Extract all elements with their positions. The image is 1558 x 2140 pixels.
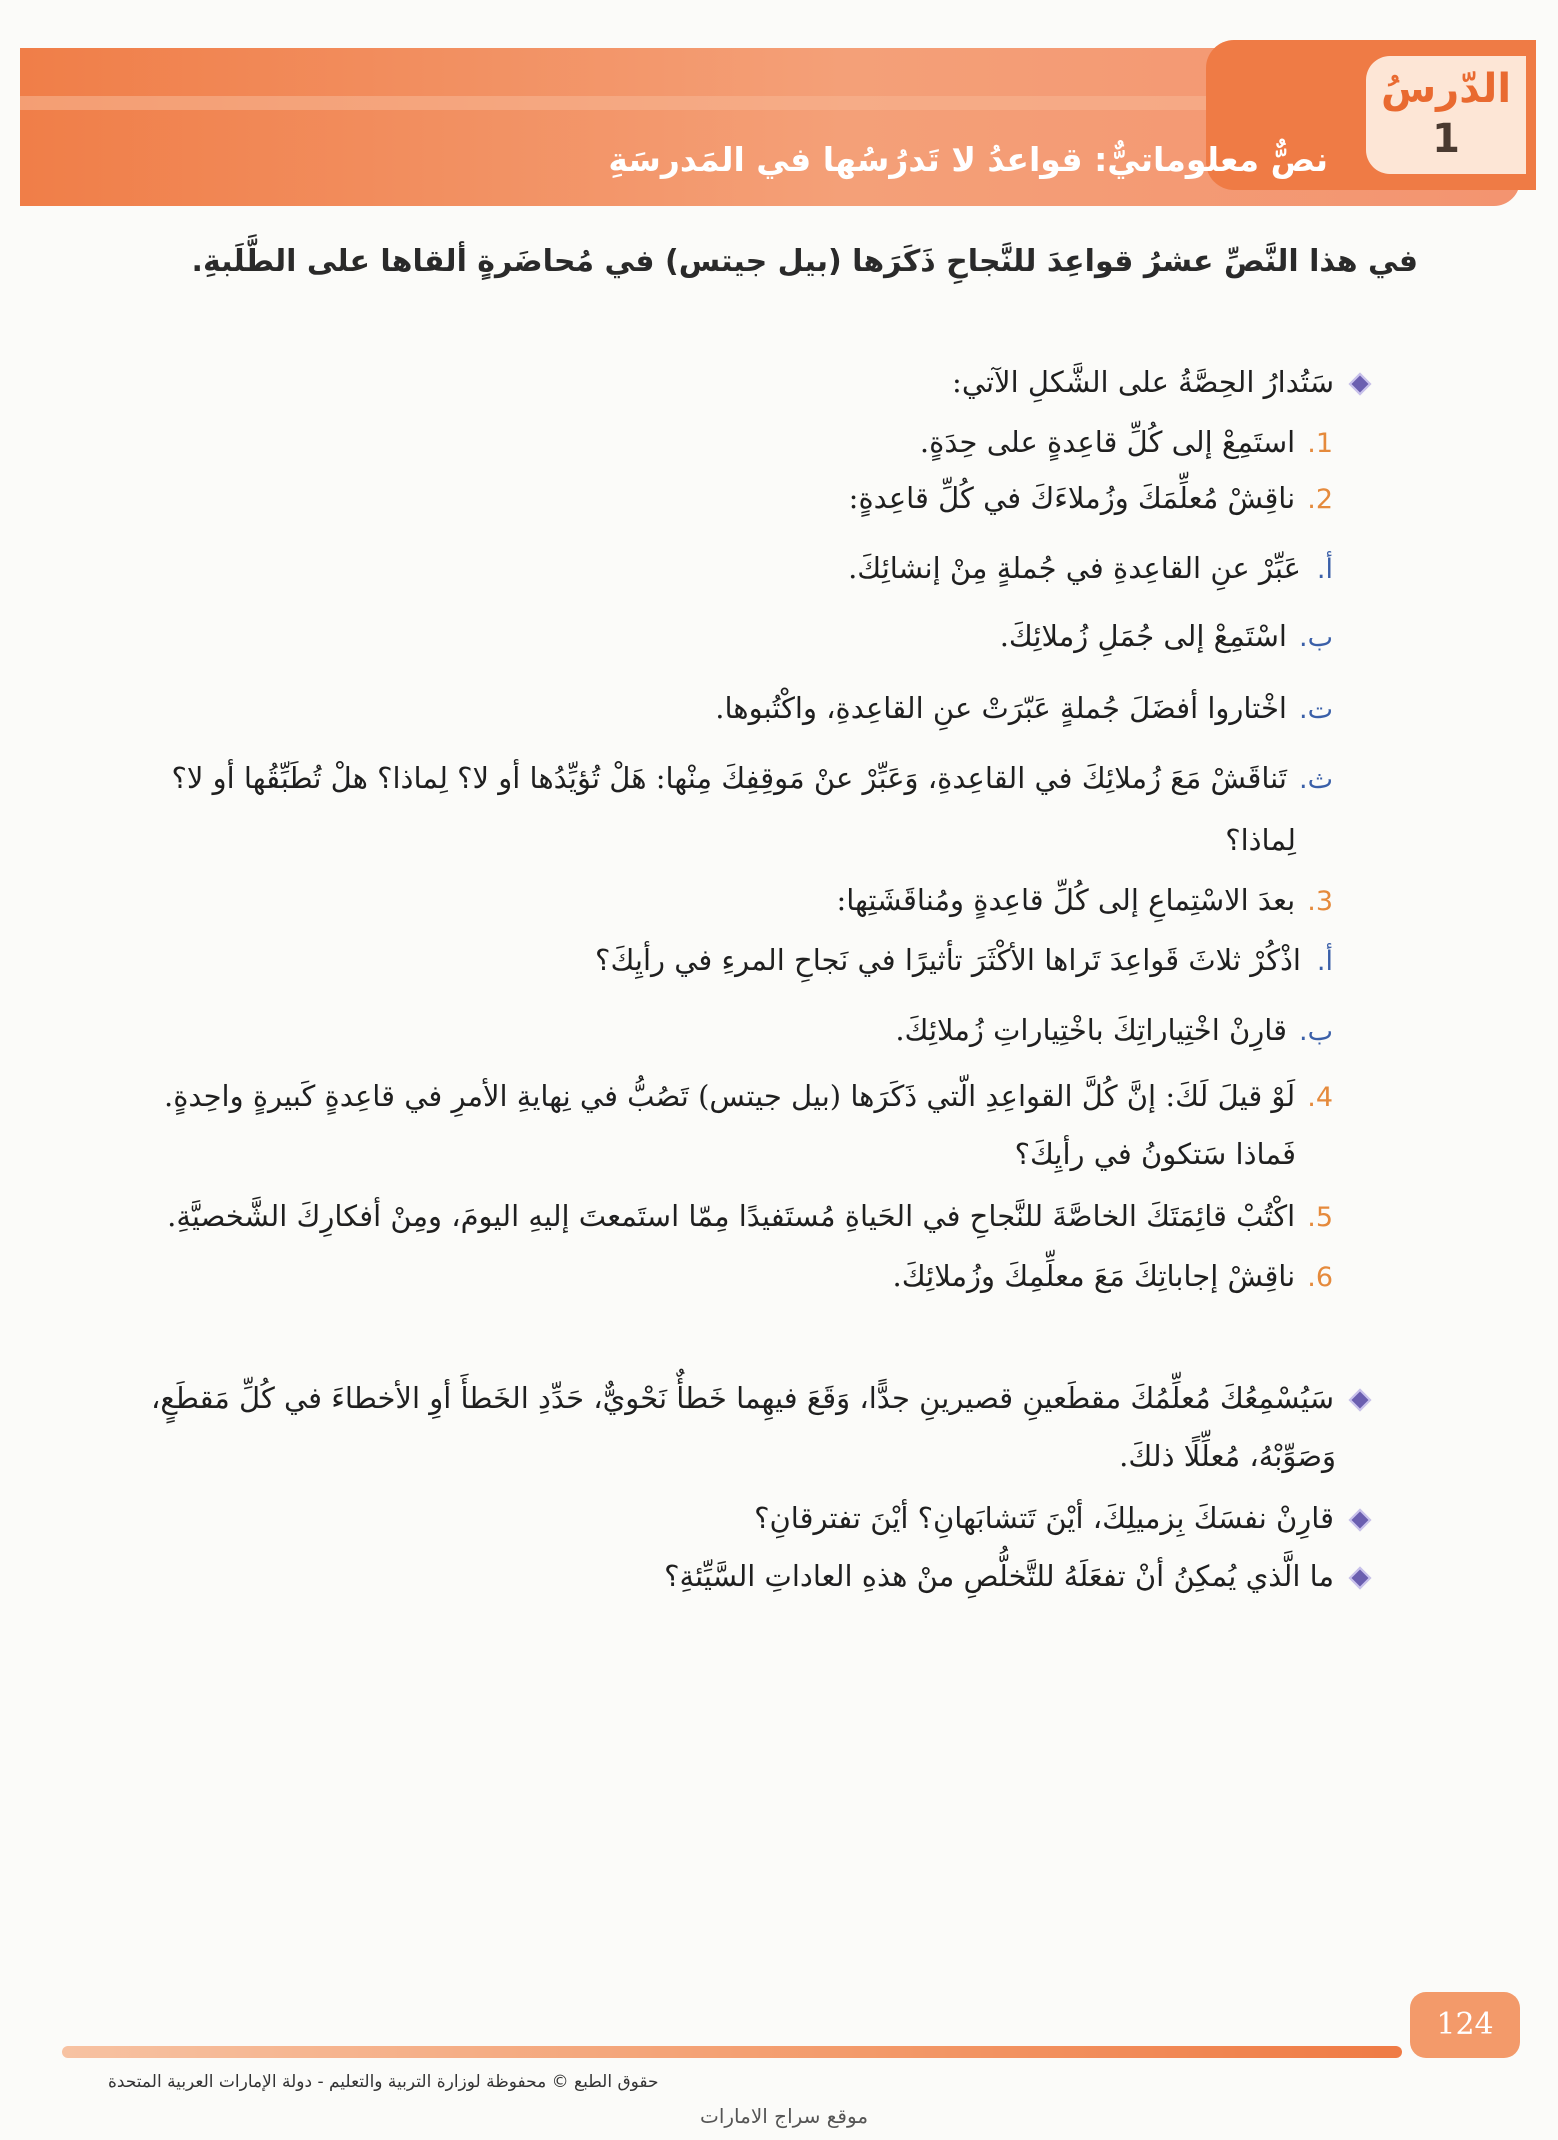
- item-text: اسْتَمِعْ إلى جُمَلِ زُملائِكَ.: [999, 619, 1287, 653]
- item-text: عَبِّرْ عنِ القاعِدةِ في جُملةٍ مِنْ إنشائِكَ.: [848, 551, 1301, 585]
- item-text: ناقِشْ مُعلِّمَكَ وزُملاءَكَ في كُلِّ قاعِدةٍ:: [848, 481, 1296, 515]
- section1-heading-text: سَتُدارُ الحِصَّةُ على الشَّكلِ الآتي:: [952, 365, 1334, 399]
- list-subitem: [895, 1010, 1333, 1052]
- list-subitem: [715, 688, 1333, 730]
- item-letter: ت.: [1298, 694, 1333, 725]
- list-subitem: [1000, 616, 1333, 658]
- section1-heading: [952, 362, 1368, 402]
- list-item: [836, 880, 1333, 922]
- item-number: 6.: [1307, 1262, 1333, 1293]
- item-letter: أ.: [1316, 946, 1333, 977]
- intro-text: في هذا النَّصِّ عشرُ قواعِدَ للنَّجاحِ ذَكَرَها (بيل جيتس) في مُحاضَرةٍ ألقاها على الطَّلَبةِ.: [191, 244, 1418, 279]
- list-item-continued: [1015, 1134, 1296, 1174]
- item-text: سَيُسْمِعُكَ مُعلِّمُكَ مقطَعينِ قصيرينِ جدًّا، وَقَعَ فيهِما خَطأٌ نَحْويٌّ، حَدِّدِ الخَطأَ أوِ الأخطاءَ في كُلِّ مَقطَعٍ،: [150, 1381, 1334, 1415]
- item-text: قارِنْ نفسَكَ بِزميلِكَ، أيْنَ تَتشابَهانِ؟ أيْنَ تفترقانِ؟: [754, 1501, 1334, 1535]
- item-text: فَماذا سَتكونُ في رأيِكَ؟: [1014, 1137, 1296, 1171]
- site-credit: موقع سراج الامارات: [700, 2104, 869, 2128]
- item-letter: ث.: [1298, 764, 1333, 795]
- lesson-subtitle: نصٌّ معلوماتيٌّ: قواعدُ لا تَدرُسُها في المَدرسَةِ: [608, 140, 1328, 179]
- item-text: ناقِشْ إجاباتِكَ مَعَ معلِّمِكَ وزُملائِكَ.: [892, 1259, 1296, 1293]
- list-subitem-continued: [1225, 820, 1296, 860]
- item-letter: ب.: [1298, 1016, 1333, 1047]
- item-text: قارِنْ اخْتِياراتِكَ باخْتِياراتِ زُملائِكَ.: [895, 1013, 1287, 1047]
- item-text: اذْكُرْ ثلاثَ قَواعِدَ تَراها الأكْثَرَ تأثيرًا في نَجاحِ المرءِ في رأيِكَ؟: [595, 943, 1301, 977]
- item-text: اكْتُبْ قائِمَتَكَ الخاصَّةَ للنَّجاحِ في الحَياةِ مُستَفيدًا مِمّا استَمعتَ إليهِ اليومَ، ومِنْ أفكارِكَ الشَّخصيَّةِ.: [167, 1199, 1296, 1233]
- page-number: 124: [1410, 1992, 1520, 2058]
- lesson-word: الدّرسُ: [1380, 66, 1512, 112]
- list-item: [164, 1076, 1333, 1118]
- list-item: [920, 422, 1333, 464]
- diamond-bullet-icon: [1349, 1389, 1372, 1412]
- item-number: 5.: [1307, 1202, 1333, 1233]
- list-item: [892, 1256, 1333, 1298]
- list-subitem: [172, 758, 1334, 800]
- section2-item: [151, 1378, 1368, 1418]
- item-number: 4.: [1307, 1082, 1333, 1113]
- diamond-bullet-icon: [1349, 373, 1372, 396]
- list-item: [167, 1196, 1333, 1238]
- list-item: [849, 478, 1333, 520]
- item-number: 3.: [1307, 886, 1333, 917]
- item-text: استَمِعْ إلى كُلِّ قاعِدةٍ على حِدَةٍ.: [919, 425, 1296, 459]
- lesson-number: 1: [1432, 116, 1460, 162]
- diamond-bullet-icon: [1349, 1509, 1372, 1532]
- section2-item: [664, 1556, 1368, 1596]
- item-text: بعدَ الاسْتِماعِ إلى كُلِّ قاعِدةٍ ومُناقَشَتِها:: [836, 883, 1296, 917]
- section2-item-continued: [1119, 1436, 1336, 1476]
- item-letter: أ.: [1316, 554, 1333, 585]
- item-text: لِماذا؟: [1225, 823, 1296, 857]
- list-subitem: [848, 548, 1333, 590]
- item-text: اخْتاروا أفضَلَ جُملةٍ عَبّرَتْ عنِ القاعِدةِ، واكْتُبوها.: [715, 691, 1287, 725]
- item-letter: ب.: [1298, 622, 1333, 653]
- copyright-text: حقوق الطبع © محفوظة لوزارة التربية والتعليم - دولة الإمارات العربية المتحدة: [108, 2072, 659, 2092]
- item-text: تَناقَشْ مَعَ زُملائِكَ في القاعِدةِ، وَعَبِّرْ عنْ مَوقِفِكَ مِنْها: هَلْ تُؤيِّدُها أو لا؟ لِماذا؟ هلْ تُطَبِّقُها أو لا؟: [171, 761, 1287, 795]
- item-text: لَوْ قيلَ لَكَ: إنَّ كُلَّ القواعِدِ الّتي ذَكَرَها (بيل جيتس) تَصُبُّ في نِهايةِ الأمرِ في قاعِدةٍ كَبيرةٍ واحِدةٍ.: [164, 1079, 1296, 1113]
- list-subitem: [595, 940, 1333, 982]
- footer-divider: [62, 2046, 1402, 2058]
- item-text: وَصَوِّبْهُ، مُعلِّلًا ذلكَ.: [1119, 1439, 1336, 1473]
- item-number: 1.: [1307, 428, 1333, 459]
- item-number: 2.: [1307, 484, 1333, 515]
- item-text: ما الَّذي يُمكِنُ أنْ تفعَلَهُ للتَّخلُّصِ منْ هذهِ العاداتِ السَّيِّئةِ؟: [664, 1559, 1334, 1593]
- lesson-badge: [1366, 56, 1526, 174]
- diamond-bullet-icon: [1349, 1567, 1372, 1590]
- section2-item: [754, 1498, 1368, 1538]
